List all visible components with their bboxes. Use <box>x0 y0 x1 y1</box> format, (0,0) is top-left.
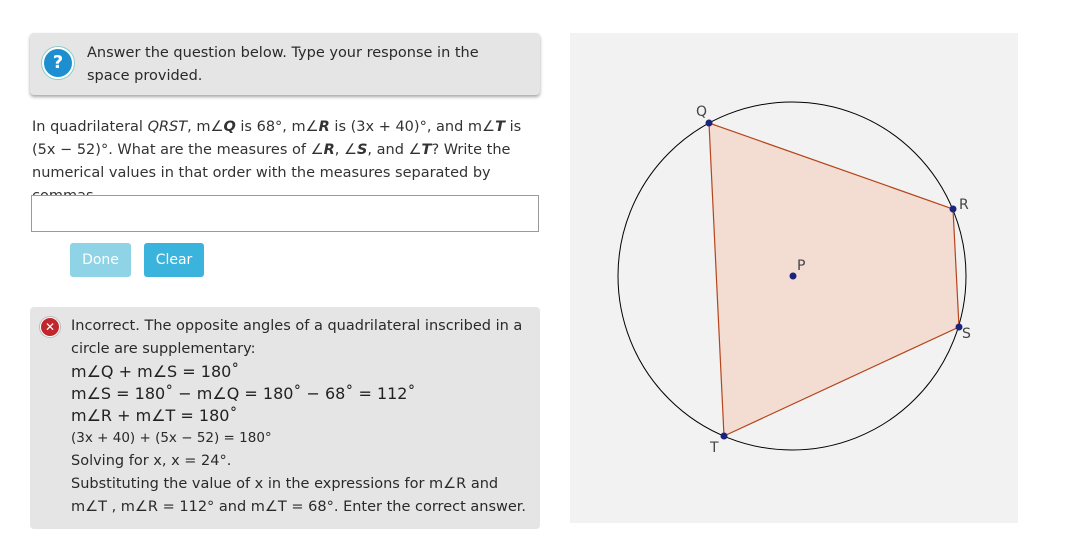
equation-3: m∠R + m∠T = 180˚ <box>71 406 238 425</box>
quadrilateral-qrst <box>709 123 959 436</box>
geometry-figure <box>570 33 1018 523</box>
point-r <box>950 206 957 213</box>
angle-letter: S <box>356 142 368 158</box>
equation-2: m∠S = 180˚ − m∠Q = 180˚ − 68˚ = 112˚ <box>71 384 416 403</box>
question-part: is 68°, m∠ <box>235 119 319 135</box>
solving-text: Solving for x, x = 24°. <box>71 453 232 469</box>
angle-letter: Q <box>223 119 236 135</box>
figure-canvas <box>570 33 1018 523</box>
quad-name: QRST <box>147 119 188 135</box>
question-part: ? Write the numerical values in that order with the measures separated by <box>32 142 511 181</box>
angle-letter: T <box>495 119 505 135</box>
instructions-text: Answer the question below. Type your response in the space provided. <box>87 45 479 84</box>
label-p: P <box>797 258 806 274</box>
instructions-panel <box>30 33 540 95</box>
angle-letter: R <box>318 119 330 135</box>
clear-button[interactable]: Clear <box>144 243 204 277</box>
substitution-text: Substituting the value of x in the expressions for m∠R and m∠T , m∠R = 112° and m∠T = 68°. Enter the correct answer. <box>71 476 527 515</box>
point-q <box>706 120 713 127</box>
feedback-body <box>71 315 531 519</box>
label-q: Q <box>696 104 708 120</box>
label-t: T <box>710 440 719 456</box>
equation-4: (3x + 40) + (5x − 52) = 180° <box>71 430 272 446</box>
x-icon: ✕ <box>41 318 59 336</box>
question-part: , and ∠ <box>367 142 422 158</box>
point-p <box>790 273 797 280</box>
angle-letter: R <box>323 142 335 158</box>
angle-letter: T <box>421 142 432 158</box>
question-part: , m∠ <box>187 119 224 135</box>
question-part: is (5x − 52)°. What are the measures of ∠ <box>32 119 522 158</box>
feedback-panel <box>30 307 540 529</box>
equation-1: m∠Q + m∠S = 180˚ <box>71 362 240 381</box>
question-part: , ∠ <box>334 142 357 158</box>
answer-input[interactable] <box>31 195 539 232</box>
done-button[interactable]: Done <box>70 243 131 277</box>
point-t <box>721 433 728 440</box>
question-part: In quadrilateral <box>32 119 148 135</box>
label-r: R <box>959 197 969 213</box>
feedback-intro: Incorrect. The opposite angles of a quadrilateral inscribed in a circle are supplementary: <box>71 318 523 357</box>
question-part: is (3x + 40)°, and m∠ <box>329 119 496 135</box>
label-s: S <box>962 326 971 342</box>
question-icon: ? <box>42 47 74 79</box>
